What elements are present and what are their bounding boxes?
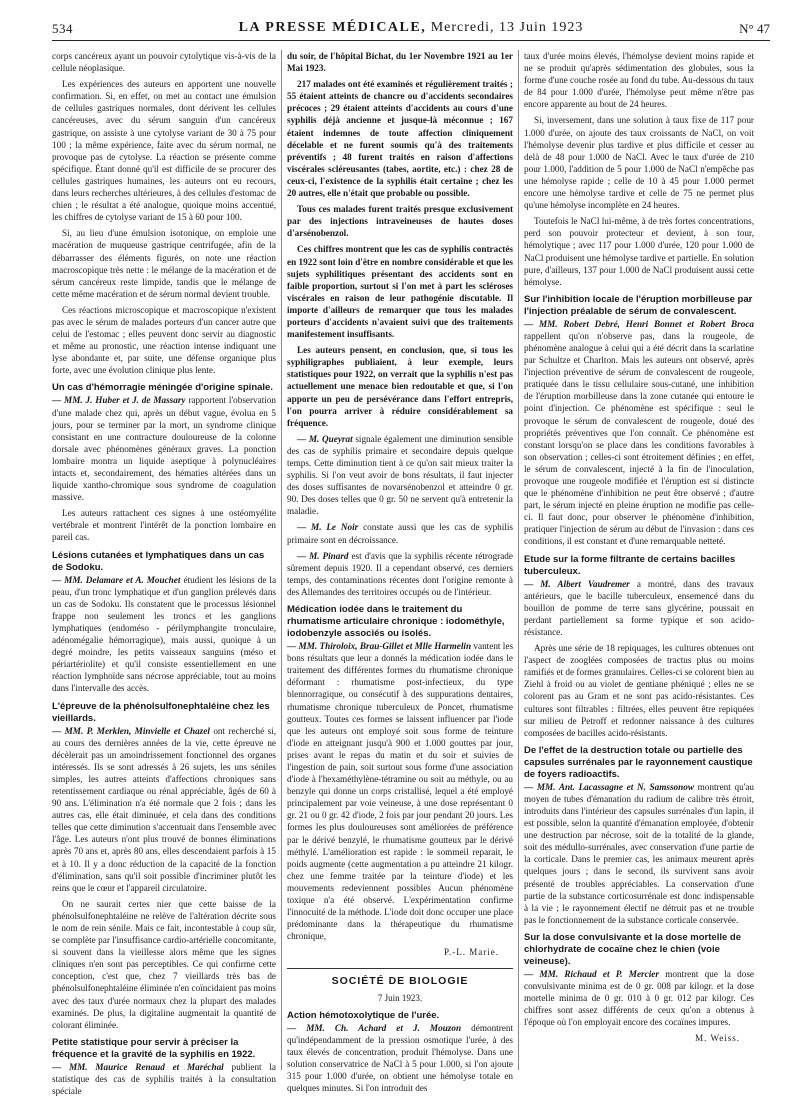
article-text: montrent qu'au moyen de tubes d'émanation du radium de calibre très étroit, introduits dans l'intérieur des capsules surrénales d'un lapin, il est possible, selon la quantité d'émanation employée, d'obtenir une destruction par nécrose, soit de la totalité de la glande, soit des médullo-surrénales, avec conservation d'une partie de la corticale. Dans le premier cas, les animaux meurent après quelques jours ; dans le second, ils survivent sans avoir présenté de troubles appréciables. La conservation d'une partie de la substance corticosurrénale est donc indispensable à la vie ; le rayonnement électif ne détruit pas et ne trouble pas le fonctionnement de la substance corticale conservée.: [524, 781, 754, 925]
discussant-name: — M. Queyrat: [297, 433, 353, 444]
journal-name: LA PRESSE MÉDICALE,: [238, 20, 427, 35]
paragraph: corps cancéreux ayant un pouvoir cytolytique vis-à-vis de la cellule néoplasique.: [52, 51, 276, 74]
paragraph: On ne saurait certes nier que cette baisse de la phénolsulfonephtaléine ne relève de l'altération décrite sous le nom de rein sénile. Mais ce fait, incontestable à coup sûr, se complète par l'insuffisance cardio-artérielle concomitante, si souvent dans la vieillesse alors même que les signes cliniques n'en sont pas perceptibles. Ce qui confirme cette conception, c'est que, chez 7 vieillards très bas de phénolsulfonephtaléine éliminée n'en coïncidaient pas moins avec des taux d'urée normaux chez la plupart des malades examinés. De plus, la digitaline augmentait la quantité de colorant éliminée.: [52, 898, 276, 1030]
journal-title: [52, 20, 770, 36]
article-text: montrent que la dose convulsivante minima est de 0 gr. 008 par kilogr. et la dose mortelle minima de 0 gr. 010 à 0 gr. 012 par kilogr. Ces chiffres sont assez différents de ceux qu'on a obtenus à l'époque où l'on employait encore des cocaïnes impures.: [524, 968, 754, 1028]
author-signature: P.-L. Marie.: [444, 947, 499, 958]
column-divider: [281, 50, 282, 1070]
column-divider: [518, 50, 519, 1070]
discussant-name: — M. Pinard: [297, 550, 349, 561]
paragraph: Ces chiffres montrent que les cas de syphilis contractés en 1922 sont loin d'être en nombre considérable et que les sujets syphilitiques présentant des accidents sont en faible proportion, surtout si l'on met à part les scléroses viscérales en raison de leur pathogénie discutable. Il importe d'ailleurs de remarquer que tous les malades porteurs d'accidents n'avaient suivi que des traitements manifestement insuffisants.: [287, 244, 513, 340]
article-body: [524, 968, 754, 1028]
section-heading: SOCIÉTÉ DE BIOLOGIE: [287, 968, 513, 987]
discussant-name: — M. Le Noir: [297, 522, 359, 533]
paragraph-text: constate aussi que les cas de syphilis primaire sont en décroissance.: [287, 522, 514, 545]
article-text: vantent les bons résultats que leur a donnés la médication iodée dans le traitement des différentes formes du rhumatisme chronique déformant : rhumatisme post-infectieux, du type blennorragique, ou consécutif à des suppurations dentaires, rhumatisme chronique tuberculeux de Poncet, rhumatisme goutteux. Toutes ces formes se laissent influencer par l'iode que les auteurs ont employé soit sous forme de teinture d'iode en atteignant jusqu'à 900 et 1.000 gouttes par jour, prises avant le repas du matin et du soir et suivies de l'ingestion de pain, soit surtout sous forme d'une association d'iode à l'hexaméthylène-tétramine ou soit au méthyle, ou au benzyle qui donne un corps cristallisé, lequel a été employé principalement par voie veineuse, à une dose représentant 0 gr. 21 ou 0 gr. 42 d'iode, 2 fois par jour pendant 20 jours. Les formes les plus douloureuses sont améliorées de préférence par le dérivé benzylé, le rhumatisme goutteux par le dérivé méthylé. L'amélioration est rapide : le sommeil reparait, le poids augmente (cette augmentation a pu atteindre 21 kilogr. chez une femme traitée par la teinture d'iode) et les mouvements redeviennent possibles Aucun phénomène toxique n'a été observé. L'expérimentation confirme l'innocuité de la méthode. L'iode doit donc occuper une place prédominante dans la thérapeutique du rhumatisme chronique,: [287, 641, 514, 942]
paragraph: [287, 550, 513, 598]
paragraph: du soir, de l'hôpital Bichat, du 1er Novembre 1921 au 1er Mai 1923.: [287, 51, 513, 74]
article-heading: Médication iodée dans le traitement du rhumatisme articulaire chronique : iodométhyle, iodobenzyle associés ou isolés.: [287, 604, 505, 640]
paragraph: [287, 433, 513, 518]
issue-number: N° 47: [739, 21, 770, 36]
article-body: [524, 578, 754, 638]
article-text: ont recherché si, au cours des dernières années de la vie, cette épreuve ne décèlerait pas un amoindrissement fonctionnel des organes intéressés. Ils se sont adressés à 26 sujets, les uns séniles simples, les autres atteints d'affections chroniques sans retentissement cardiaque ou rénal appréciable, âgés de 60 à 90 ans. L'élimination n'a été normale que 2 fois ; dans les autres cas, elle était diminuée, et cela dans des conditions telles que cette diminution s'accentuait dans l'ensemble avec l'âge. Les auteurs n'ont plus trouvé de bonnes éliminations après 70 ans et, après 80 ans, elles descendaient parfois à 15 et à 10. Il y a donc réduction de la capacité de la fonction d'élimination, sans qu'il soit possible d'incriminer plutôt les reins que le cœur et l'appareil circulatoire.: [52, 725, 277, 893]
column-right: [524, 50, 754, 1070]
article-text: démontrent qu'indépendamment de la pression osmotique l'urée, à des taux élevés de concentration, produit l'hémolyse. Dans une solution conservatrice de NaCl à 5 pour 1.000, si l'on ajoute 315 pour 1.000 d'urée, on obtient une hémolyse totale en quelques minutes. Si l'on introduit des: [287, 1022, 513, 1094]
article-body: [524, 781, 754, 926]
article-text: rappellent qu'on n'observe pas, dans la rougeole, de phénomène analogue à celui qui a été décrit dans la scarlatine par Schultze et Charlton. Mais les auteurs ont observé, après l'injection préventive de sérum de convalescent de rougeole, pratiquée dans le tissu cellulaire sous-cutané, une inhibition de l'éruption morbilleuse dans la zone cutanée qui entoure le point d'injection. Ce phénomène est spécifique : seul le provoque le sérum de convalescent de rougeole, doué des propriétés préventives que l'on connaît. Ce phénomène est constant lorsqu'on se place dans les conditions favorables à son observation ; celles-ci sont étroitement définies ; en effet, le sérum de convalescent, injecté à la fin de l'inoculation, provoque une rougeole modifiée et l'éruption est si distincte que le phénomène d'inhibition ne peut être observé ; d'autre part, le sérum injecté en pleine éruption ne modifie pas celle-ci. Il faut donc, pour observer le phénomène d'inhibition, pratiquer l'injection de sérum au début de l'invasion : dans ces conditions, il est constant et d'une remarquable netteté.: [524, 330, 754, 547]
article-authors: — MM. Richaud et P. Mercier: [524, 968, 659, 979]
article-heading: Sur l'inhibition locale de l'éruption morbilleuse par l'injection préalable de sérum de convalescent.: [524, 293, 753, 317]
column-left: [52, 50, 277, 1097]
article-heading: Petite statistique pour servir à préciser la fréquence et la gravité de la syphilis en 1922.: [52, 1036, 256, 1060]
article-authors: — MM. Maurice Renaud et Maréchal: [52, 1061, 224, 1072]
article-authors: — MM. Delamare et A. Mouchet: [52, 574, 181, 585]
article-authors: — MM. P. Merklen, Minvielle et Chazel: [52, 725, 210, 736]
page-header: [52, 20, 770, 41]
paragraph: Les auteurs rattachent ces signes à une ostéomyélite vertébrale et montrent l'intérêt de la ponction lombaire en pareil cas.: [52, 508, 276, 543]
article-heading: L'épreuve de la phénolsulfonephtaléine chez les vieillards.: [52, 700, 270, 724]
article-authors: — MM. Robert Debré, Henri Bonnet et Robert Broca: [524, 318, 754, 329]
paragraph: taux d'urée moins élevés, l'hémolyse devient moins rapide et ne se produit qu'après sédimentation des globules, sous la forme d'une couche rosée au fond du tube. Au-dessous du taux de 84 pour 1.000 d'urée, l'hémolyse peut même n'être pas encore apparente au bout de 24 heures.: [524, 51, 755, 110]
article-heading: Un cas d'hémorragie méningée d'origine spinale.: [52, 382, 273, 394]
article-body: [52, 725, 276, 894]
paragraph-text: signale également une diminution sensible des cas de syphilis primaire et secondaire depuis quelque temps. Cette diminution tient à ce qu'on sait mieux traiter la syphilis. Si l'on veut avoir de bons résultats, il faut injecter des doses suffisantes de novarsénobenzol et atteindre 0 gr. 90. Des doses telles que 0 gr. 50 ne servent qu'à entretenir la maladie.: [287, 433, 514, 517]
article-heading: Etude sur la forme filtrante de certains bacilles tuberculeux.: [524, 553, 736, 577]
paragraph: Si, inversement, dans une solution à taux fixe de 117 pour 1.000 d'urée, on ajoute des taux croissants de NaCl, on voit l'hémolyse devenir plus tardive et plus difficile et cesser au delà de 48 pour 1.000 de NaCl. Avec le taux d'urée de 210 pour 1.000, l'addition de 5 pour 1.000 de NaCl n'empêche pas une hémolyse rapide ; celle de 10 à 45 pour 1.000 permet encore une hémolyse tardive et celle de 75 ne permet plus qu'une hémolyse incomplète en 24 heures.: [524, 115, 754, 211]
article-authors: — MM. Thiroloix, Brau-Gillet et Mlle Harmelin: [287, 641, 472, 652]
article-body: [52, 574, 276, 695]
author-signature: M. Weiss.: [695, 1033, 740, 1044]
article-text: rapportent l'observation d'une malade chez qui, après un début vague, évolua en 5 jours, pour se terminer par la mort, un syndrome clinique consistant en une contracture douloureuse de la colonne dorsale avec phénomènes généraux graves. La ponction lombaire montra un liquide aseptique à polynucléaires intacts et, secondairement, des hématies altérées dans un liquide xantho-chromique sous syndrome de coagulation massive.: [52, 395, 276, 503]
article-body: [524, 318, 754, 548]
paragraph: Si, au lieu d'une émulsion isotonique, on emploie une macération de muqueuse gastrique centrifugée, afin de la débarrasser des éléments figurés, on note une réaction macroscopique très nette : le mélange de la macération et de sérum cancéreux reste limpide, tandis que le mélange de cette même macération et de sérum normal devient trouble.: [52, 228, 276, 299]
paragraph: 217 malades ont été examinés et régulièrement traités ; 55 étaient atteints de chancre ou d'accidents secondaires précoces ; 29 étaient atteints d'accidents au cours d'une syphilis déjà ancienne et jusque-là méconnue ; 167 étaient indemnes de toute affection cliniquement décelable et ne furent soumis qu'à des traitements préventifs ; 48 furent traités en raison d'affections viscérales scléreusantes (tabes, aortite, etc.) : chez 28 de ceux-ci, l'existence de la syphilis était certaine ; chez les 20 autres, elle n'était que probable ou possible.: [287, 79, 513, 199]
article-authors: — M. Albert Vaudremer: [524, 578, 630, 589]
article-body: [287, 640, 513, 942]
article-heading: Lésions cutanées et lymphatiques dans un cas de Sodoku.: [52, 549, 265, 573]
session-date: 7 Juin 1923.: [377, 992, 423, 1003]
article-text: a montré, dans des travaux antérieurs, que le bacille tuberculeux, ensemencé dans du bouillon de pomme de terre sans glycérine, poussait en perdant partiellement sa forme typique et son acido-résistance.: [524, 578, 754, 637]
paragraph: Les auteurs pensent, en conclusion, que, si tous les syphiligraphes publiaient, à leur exemple, leurs statistiques pour 1922, on verrait que la syphilis n'est pas actuellement une menace bien redoutable et que, si l'on apporte un peu de persévérance dans l'effort entrepris, l'on pourra arriver à réduire considérablement sa fréquence.: [287, 345, 513, 428]
article-text: étudient les lésions de la peau, d'un tronc lymphatique et d'un ganglion prélevés dans un cas de Sodoku. Ils constatent que le processus lésionnel frappe non seulement les troncs et les ganglions lymphatiques (endoméso - périlymphangite tronculaire, adénomégalie hémorragique), mais aussi, quoique à un degré moindre, les petits vaisseaux sanguins (méso et périartériolite) et qu'il consiste essentiellement en une réaction lymphoïde sans nécrose appréciable, tout au moins dans l'intervalle des accès.: [52, 574, 277, 694]
article-text: publient la statistique des cas de syphilis traités à la consultation spéciale: [52, 1061, 276, 1097]
article-authors: — MM. J. Huber et J. de Massary: [52, 395, 186, 406]
article-body: [52, 394, 276, 503]
paragraph: [287, 521, 513, 545]
paragraph: Tous ces malades furent traités presque exclusivement par des injections intraveineuses de hautes doses d'arsénobenzol.: [287, 204, 513, 239]
article-heading: De l'effet de la destruction totale ou partielle des capsules surrénales par le rayonnement caustique de foyers radioactifs.: [524, 744, 753, 780]
article-heading: Sur la dose convulsivante et la dose mortelle de chlorhydrate de cocaïne chez le chien (voie veineuse).: [524, 931, 741, 967]
paragraph-text: est d'avis que la syphilis récente rétrograde sûrement depuis 1920. Il a cependant observé, ces derniers temps, des contaminations récentes dont l'origine remonte à des Allemandes des territoires occupés ou de l'intérieur.: [287, 550, 513, 597]
page-number: 534: [52, 21, 73, 36]
article-heading: Action hémotoxolytique de l'urée.: [287, 1009, 440, 1021]
article-authors: — MM. Ant. Lacassagne et N. Samssonow: [524, 781, 694, 792]
column-middle: [287, 50, 514, 1094]
paragraph: Toutefois le NaCl lui-même, à de très fortes concentrations, perd son pouvoir protecteur et devient, à son tour, hémolytique ; avec 117 pour 1.000 d'urée, 120 pour 1.000 de NaCl produisent une hémolyse tardive et partielle. En solution pure, d'ailleurs, 137 pour 1.000 de NaCl produisent aussi cette hémolyse.: [524, 216, 754, 287]
paragraph: Après une série de 18 repiquages, les cultures obtenues ont l'aspect de zooglées composées de tractus plus ou moins ramifiés et de formes granulaires. Celles-ci se colorent bien au Ziehl à froid ou au violet de gentiane phéniqué ; elles ne se colorent pas au Gram et ne sont pas acido-résistantes. Ces cultures sont filtrables : filtrées, elles peuvent être repiquées sur milieu de Petroff et redonner naissance à des cultures composées de bacilles acido-résistants.: [524, 643, 754, 738]
paragraph: Ces réactions microscopique et macroscopique n'existent pas avec le sérum de malades porteurs d'un cancer autre que celui de l'estomac ; elles peuvent donc servir au diagnostic et même au pronostic, une réaction intense indiquant une lyse abondante et, par suite, une défense organique plus forte, avec une évolution clinique plus lente.: [52, 304, 276, 376]
article-authors: — MM. Ch. Achard et J. Mouzon: [287, 1022, 462, 1033]
article-body: [287, 1022, 513, 1095]
article-body: [52, 1061, 276, 1097]
paragraph: Les expériences des auteurs en apportent une nouvelle confirmation. Si, en effet, on met au contact une émulsion de cellules gastriques normales, dont dérivent les cellules cancéreuses, avec du sérum sanguin d'un cancéreux gastrique, on assiste à une cytolyse variant de 30 à 75 pour 100 ; la même expérience, faite avec du sérum normal, ne provoque pas de cytolyse. La réaction se présente comme spécifique. Étant donné qu'il est difficile de se procurer des cellules gastriques humaines, les auteurs ont eu recours, dans leurs recherches ultérieures, à des cellules d'estomac de chien ; le résultat a été analogue, quoique moins accentué, les chiffres de cytolyse variant de 15 à 60 pour 100.: [52, 79, 276, 223]
issue-date: Mercredi, 13 Juin 1923: [426, 20, 584, 35]
